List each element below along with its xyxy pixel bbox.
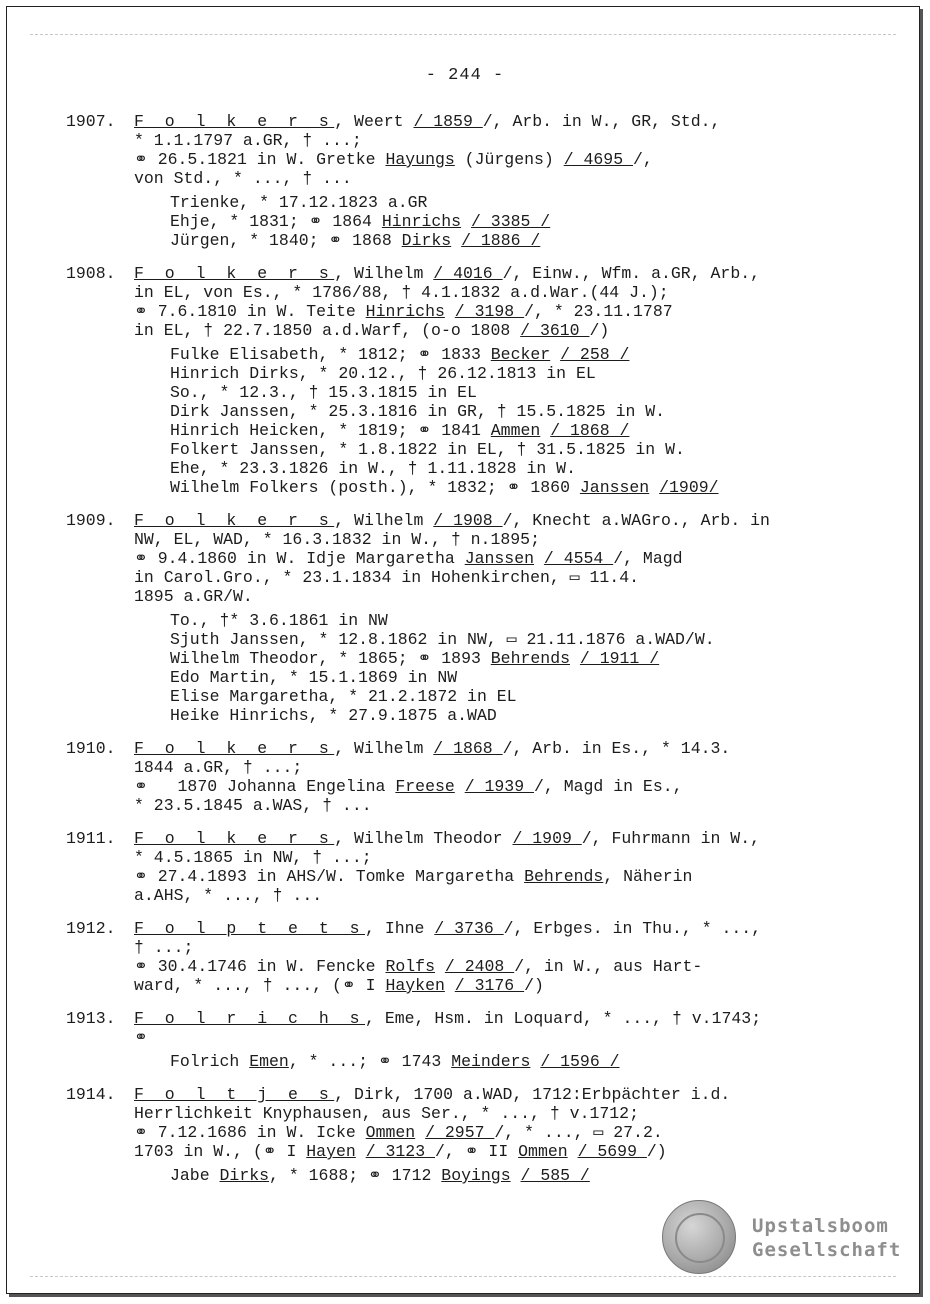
underlined-ref: Dirks — [401, 231, 452, 250]
underlined-ref: / 1868 / — [550, 421, 630, 440]
text-segment: ⚭ 1870 Johanna Engelina — [134, 777, 396, 796]
entry-line — [66, 587, 806, 606]
underlined-ref: / 1886 / — [461, 231, 541, 250]
underlined-ref: / 3123 — [365, 1142, 435, 1161]
text-segment: , Eme, Hsm. in Loquard, * ..., † v.1743; — [365, 1009, 762, 1028]
underlined-ref: Emen — [249, 1052, 289, 1071]
text-segment: /, Arb. in W., GR, Std., — [482, 112, 721, 131]
underlined-ref: Hinrichs — [365, 302, 445, 321]
underlined-ref: Behrends — [524, 867, 604, 886]
child-line — [66, 193, 806, 212]
text-segment: /) — [646, 1142, 667, 1161]
entry-line — [66, 302, 806, 321]
text-segment: Trienke, * 17.12.1823 a.GR — [170, 193, 428, 212]
text-segment: Ehje, * 1831; ⚭ 1864 — [170, 212, 382, 231]
child-line — [66, 402, 806, 421]
underlined-ref: Freese — [395, 777, 455, 796]
entry-number: 1909. — [66, 511, 116, 530]
entry-line — [66, 169, 806, 188]
entry-line — [66, 283, 806, 302]
text-segment: 1895 a.GR/W. — [134, 587, 253, 606]
entry-line — [66, 321, 806, 340]
text-segment: 1844 a.GR, † ...; — [134, 758, 303, 777]
entry-line — [66, 1104, 806, 1123]
text-segment: in EL, von Es., * 1786/88, † 4.1.1832 a.d.War.(44 J.); — [134, 283, 669, 302]
text-segment: , Ihne — [365, 919, 435, 938]
text-segment: ⚭ — [134, 1028, 148, 1047]
text-segment: Fulke Elisabeth, * 1812; ⚭ 1833 — [170, 345, 491, 364]
text-segment: in Carol.Gro., * 23.1.1834 in Hohenkirchen, ▭ 11.4. — [134, 568, 640, 587]
register-entry — [66, 739, 806, 815]
child-line — [66, 383, 806, 402]
child-line — [66, 345, 806, 364]
text-segment: /, Fuhrmann in W., — [581, 829, 761, 848]
child-line — [66, 706, 806, 725]
underlined-ref: Meinders — [451, 1052, 531, 1071]
child-line — [66, 421, 806, 440]
underlined-ref: Rolfs — [385, 957, 435, 976]
underlined-ref: / 1909 — [512, 829, 582, 848]
child-line — [66, 630, 806, 649]
register-entry — [66, 919, 806, 995]
register-entry — [66, 829, 806, 905]
child-line — [66, 611, 806, 630]
seal-icon — [662, 1200, 736, 1274]
underlined-ref: Ommen — [365, 1123, 416, 1142]
entry-line — [66, 549, 806, 568]
text-segment — [540, 421, 550, 440]
text-segment: Jabe — [170, 1166, 220, 1185]
text-segment: , Wilhelm — [334, 511, 434, 530]
entry-line — [66, 796, 806, 815]
entry-number: 1910. — [66, 739, 116, 758]
logo-line-1: Upstalsboom — [752, 1215, 889, 1237]
text-segment: /, * ..., ▭ 27.2. — [494, 1123, 663, 1142]
family-name: F o l k e r s — [134, 511, 335, 530]
child-line — [66, 687, 806, 706]
text-segment — [356, 1142, 366, 1161]
text-segment: Wilhelm Folkers (posth.), * 1832; ⚭ 1860 — [170, 478, 580, 497]
family-name: F o l k e r s — [134, 739, 335, 758]
entry-line — [66, 1142, 806, 1161]
text-segment: /, ⚭ II — [435, 1142, 519, 1161]
children-list — [66, 193, 806, 250]
register-content — [66, 112, 806, 1199]
text-segment: † ...; — [134, 938, 194, 957]
entry-line — [66, 511, 806, 530]
text-segment: , Dirk, 1700 a.WAD, 1712:Erbpächter i.d. — [334, 1085, 731, 1104]
register-entry — [66, 511, 806, 725]
text-segment: /) — [589, 321, 610, 340]
underlined-ref: Hinrichs — [381, 212, 462, 231]
entry-line — [66, 739, 806, 758]
entry-line — [66, 886, 806, 905]
entry-line — [66, 1028, 806, 1047]
underlined-ref: / 3176 — [454, 976, 525, 995]
text-segment: Hinrich Heicken, * 1819; ⚭ 1841 — [170, 421, 491, 440]
text-segment: Herrlichkeit Knyphausen, aus Ser., * ..., † v.1712; — [134, 1104, 639, 1123]
text-segment — [570, 649, 580, 668]
text-segment: /, Magd in Es., — [534, 777, 683, 796]
text-segment: /, Magd — [613, 549, 683, 568]
register-entry — [66, 112, 806, 250]
underlined-ref: / 1868 — [433, 739, 503, 758]
page-number: - 244 - — [425, 66, 505, 85]
text-segment: (Jürgens) — [454, 150, 564, 169]
underlined-ref: / 1908 — [433, 511, 503, 530]
text-segment: /, in W., aus Hart- — [514, 957, 703, 976]
underlined-ref: Hayken — [385, 976, 445, 995]
text-segment: /, Knecht a.WAGro., Arb. in — [502, 511, 770, 530]
text-segment — [445, 302, 455, 321]
text-segment: * 4.5.1865 in NW, † ...; — [134, 848, 372, 867]
child-line — [66, 668, 806, 687]
text-segment: Wilhelm Theodor, * 1865; ⚭ 1893 — [170, 649, 491, 668]
child-line — [66, 1166, 806, 1185]
text-segment — [435, 957, 445, 976]
underlined-ref: Ommen — [518, 1142, 568, 1161]
underlined-ref: / 585 / — [520, 1166, 590, 1185]
entry-line — [66, 919, 806, 938]
text-segment: Hinrich Dirks, * 20.12., † 26.12.1813 in EL — [170, 364, 596, 383]
entry-line — [66, 530, 806, 549]
underlined-ref: Dirks — [219, 1166, 270, 1185]
entry-line — [66, 829, 806, 848]
children-list — [66, 611, 806, 725]
text-segment: ⚭ 30.4.1746 in W. Fencke — [134, 957, 386, 976]
entry-number: 1912. — [66, 919, 116, 938]
entry-line — [66, 848, 806, 867]
text-segment: ⚭ 7.12.1686 in W. Icke — [134, 1123, 366, 1142]
entry-line — [66, 131, 806, 150]
text-segment — [649, 478, 659, 497]
entry-line — [66, 957, 806, 976]
entry-line — [66, 758, 806, 777]
entry-line — [66, 867, 806, 886]
text-segment: Sjuth Janssen, * 12.8.1862 in NW, ▭ 21.11.1876 a.WAD/W. — [170, 630, 715, 649]
text-segment: in EL, † 22.7.1850 a.d.Warf, (o-o 1808 — [134, 321, 521, 340]
society-logo — [660, 1198, 910, 1278]
entry-number: 1913. — [66, 1009, 116, 1028]
text-segment — [451, 231, 461, 250]
underlined-ref: / 1939 — [464, 777, 535, 796]
underlined-ref: / 5699 — [577, 1142, 647, 1161]
text-segment: , * 1688; ⚭ 1712 — [269, 1166, 442, 1185]
children-list — [66, 345, 806, 497]
text-segment: Folrich — [170, 1052, 250, 1071]
text-segment: 1703 in W., (⚭ I — [134, 1142, 307, 1161]
entry-line — [66, 568, 806, 587]
text-segment — [455, 777, 465, 796]
underlined-ref: / 4695 — [563, 150, 634, 169]
text-segment: /, Einw., Wfm. a.GR, Arb., — [502, 264, 761, 283]
underlined-ref: / 4554 — [543, 549, 614, 568]
entry-number: 1907. — [66, 112, 116, 131]
text-segment: ⚭ 26.5.1821 in W. Gretke — [134, 150, 386, 169]
underlined-ref: Ammen — [490, 421, 541, 440]
text-segment: /, Arb. in Es., * 14.3. — [502, 739, 731, 758]
entry-line — [66, 1123, 806, 1142]
text-segment — [534, 549, 544, 568]
underlined-ref: / 2408 — [444, 957, 515, 976]
child-line — [66, 1052, 806, 1071]
family-name: F o l k e r s — [134, 829, 335, 848]
text-segment: , Wilhelm Theodor — [334, 829, 513, 848]
children-list — [66, 1166, 806, 1185]
text-segment: Elise Margaretha, * 21.2.1872 in EL — [170, 687, 517, 706]
underlined-ref: Janssen — [464, 549, 534, 568]
text-segment: , * ...; ⚭ 1743 — [288, 1052, 452, 1071]
text-segment: , Näherin — [603, 867, 693, 886]
text-segment — [550, 345, 560, 364]
text-segment: Heike Hinrichs, * 27.9.1875 a.WAD — [170, 706, 497, 725]
entry-line — [66, 1085, 806, 1104]
text-segment: ⚭ 9.4.1860 in W. Idje Margaretha — [134, 549, 465, 568]
text-segment: * 1.1.1797 a.GR, † ...; — [134, 131, 362, 150]
text-segment: von Std., * ..., † ... — [134, 169, 352, 188]
text-segment — [461, 212, 471, 231]
text-segment: /) — [524, 976, 544, 995]
text-segment: /, * 23.11.1787 — [524, 302, 673, 321]
text-segment — [445, 976, 455, 995]
text-segment: Edo Martin, * 15.1.1869 in NW — [170, 668, 458, 687]
underlined-ref: / 3198 — [454, 302, 525, 321]
text-segment: , Weert — [334, 112, 414, 131]
text-segment: ⚭ 7.6.1810 in W. Teite — [134, 302, 366, 321]
text-segment: /, — [633, 150, 653, 169]
text-segment: /, Erbges. in Thu., * ..., — [503, 919, 762, 938]
text-segment: Jürgen, * 1840; ⚭ 1868 — [170, 231, 402, 250]
entry-line — [66, 112, 806, 131]
text-segment — [568, 1142, 578, 1161]
text-segment: ward, * ..., † ..., (⚭ I — [134, 976, 386, 995]
underlined-ref: / 2957 — [425, 1123, 495, 1142]
register-entry — [66, 1085, 806, 1185]
entry-line — [66, 938, 806, 957]
child-line — [66, 231, 806, 250]
underlined-ref: Becker — [490, 345, 551, 364]
logo-line-2: Gesellschaft — [752, 1239, 902, 1261]
text-segment — [511, 1166, 521, 1185]
underlined-ref: /1909/ — [659, 478, 719, 497]
underlined-ref: Hayungs — [385, 150, 455, 169]
underlined-ref: / 4016 — [433, 264, 503, 283]
family-name: F o l k e r s — [134, 112, 335, 131]
underlined-ref: Boyings — [441, 1166, 511, 1185]
entry-line — [66, 1009, 806, 1028]
text-segment — [415, 1123, 425, 1142]
underlined-ref: / 1911 / — [579, 649, 660, 668]
underlined-ref: Janssen — [579, 478, 650, 497]
child-line — [66, 212, 806, 231]
register-entry — [66, 1009, 806, 1071]
text-segment: a.AHS, * ..., † ... — [134, 886, 323, 905]
register-entry — [66, 264, 806, 497]
underlined-ref: / 3385 / — [470, 212, 551, 231]
entry-line — [66, 150, 806, 169]
family-name: F o l t j e s — [134, 1085, 335, 1104]
top-rule — [30, 34, 896, 35]
family-name: F o l p t e t s — [134, 919, 366, 938]
entry-number: 1908. — [66, 264, 116, 283]
text-segment: , Wilhelm — [334, 739, 434, 758]
family-name: F o l k e r s — [134, 264, 335, 283]
child-line — [66, 459, 806, 478]
underlined-ref: / 3736 — [434, 919, 504, 938]
entry-line — [66, 777, 806, 796]
text-segment: So., * 12.3., † 15.3.1815 in EL — [170, 383, 477, 402]
underlined-ref: / 3610 — [520, 321, 590, 340]
text-segment: ⚭ 27.4.1893 in AHS/W. Tomke Margaretha — [134, 867, 525, 886]
family-name: F o l r i c h s — [134, 1009, 366, 1028]
text-segment — [530, 1052, 540, 1071]
child-line — [66, 649, 806, 668]
child-line — [66, 440, 806, 459]
underlined-ref: / 258 / — [560, 345, 630, 364]
child-line — [66, 364, 806, 383]
text-segment: Dirk Janssen, * 25.3.1816 in GR, † 15.5.1825 in W. — [170, 402, 666, 421]
text-segment: * 23.5.1845 a.WAS, † ... — [134, 796, 372, 815]
underlined-ref: Behrends — [490, 649, 570, 668]
underlined-ref: / 1859 — [413, 112, 483, 131]
text-segment: To., †* 3.6.1861 in NW — [170, 611, 388, 630]
text-segment: Folkert Janssen, * 1.8.1822 in EL, † 31.5.1825 in W. — [170, 440, 685, 459]
text-segment: , Wilhelm — [334, 264, 434, 283]
children-list — [66, 1052, 806, 1071]
entry-number: 1914. — [66, 1085, 116, 1104]
entry-number: 1911. — [66, 829, 116, 848]
text-segment: NW, EL, WAD, * 16.3.1832 in W., † n.1895; — [134, 530, 540, 549]
underlined-ref: / 1596 / — [540, 1052, 620, 1071]
text-segment: Ehe, * 23.3.1826 in W., † 1.11.1828 in W. — [170, 459, 576, 478]
entry-line — [66, 976, 806, 995]
child-line — [66, 478, 806, 497]
underlined-ref: Hayen — [306, 1142, 356, 1161]
entry-line — [66, 264, 806, 283]
